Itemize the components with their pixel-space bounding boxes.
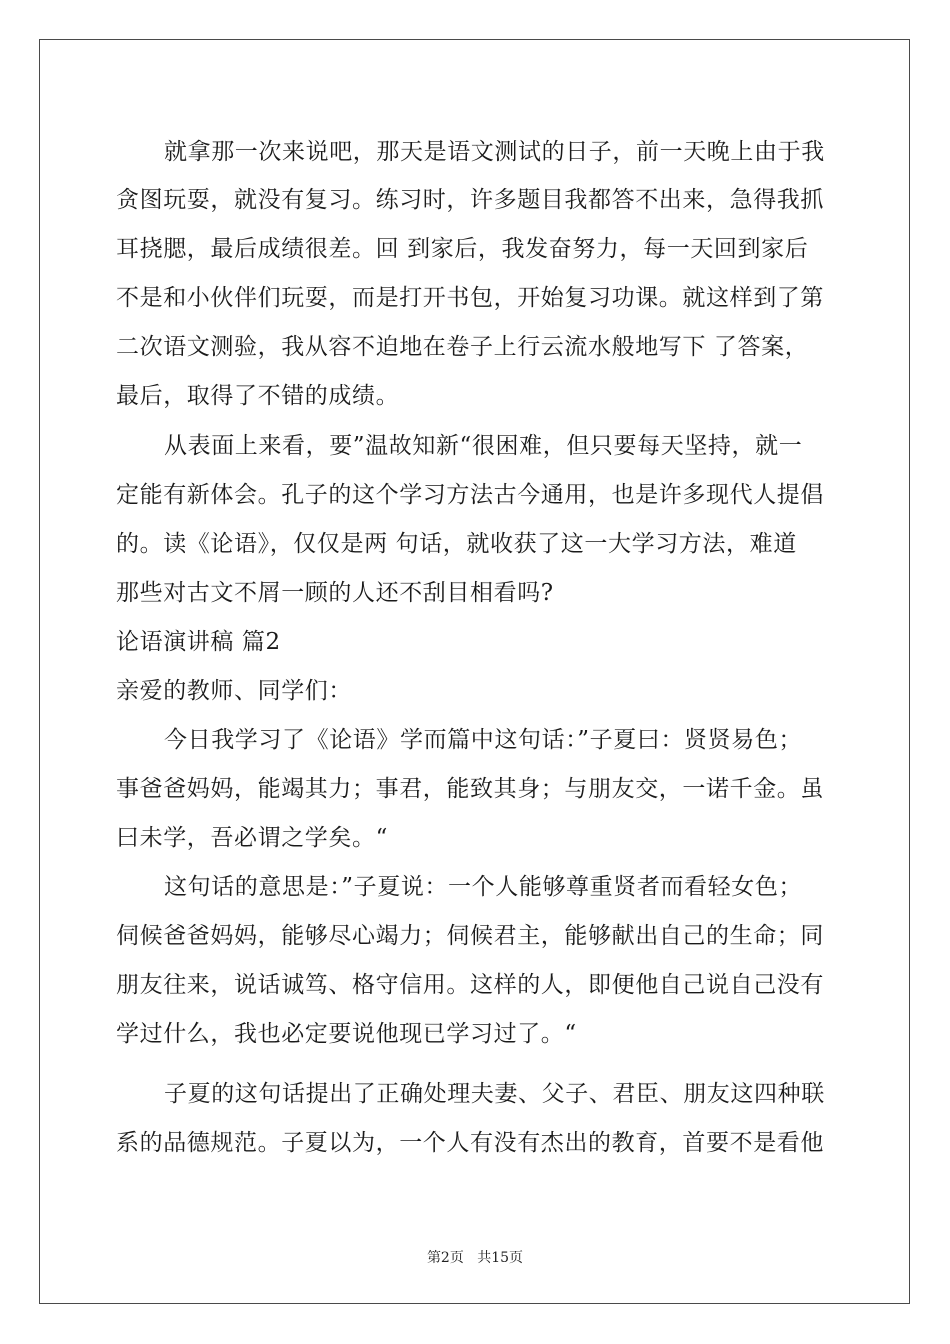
paragraph-2-line-1: 从表面上来看，要”温故知新“很困难，但只要每天坚持，就一 — [164, 433, 803, 459]
paragraph-2-line-3: 的。读《论语》，仅仅是两 句话，就收获了这一大学习方法，难道 — [116, 531, 797, 557]
paragraph-3-line-1: 今日我学习了《论语》学而篇中这句话：”子夏曰：贤贤易色； — [164, 727, 803, 753]
paragraph-1-line-5: 二次语文测验，我从容不迫地在卷子上行云流水般地写下 了答案， — [116, 334, 809, 360]
paragraph-1-line-2: 贪图玩耍，就没有复习。练习时，许多题目我都答不出来，急得我抓 — [116, 187, 824, 213]
paragraph-4-line-3: 朋友往来，说话诚笃、格守信用。这样的人，即便他自己说自己没有 — [116, 972, 824, 998]
section-heading: 论语演讲稿 篇2 — [116, 629, 281, 655]
paragraph-1-line-6: 最后，取得了不错的成绩。 — [116, 383, 400, 409]
page-total: 共15页 — [477, 1250, 524, 1266]
page-footer — [0, 1248, 950, 1268]
paragraph-1-line-3: 耳挠腮，最后成绩很差。回 到家后，我发奋努力，每一天回到家后 — [116, 236, 809, 262]
paragraph-4-line-2: 伺候爸爸妈妈，能够尽心竭力；伺候君主，能够献出自己的生命；同 — [116, 923, 824, 949]
page-border — [39, 39, 910, 1304]
paragraph-1-line-1: 就拿那一次来说吧，那天是语文测试的日子，前一天晚上由于我 — [164, 139, 825, 165]
paragraph-4-line-4: 学过什么，我也必定要说他现已学习过了。“ — [116, 1021, 577, 1047]
paragraph-5-line-2: 系的品德规范。子夏以为，一个人有没有杰出的教育，首要不是看他 — [116, 1130, 824, 1156]
greeting: 亲爱的教师、同学们： — [116, 678, 352, 704]
page-number: 第2页 — [426, 1250, 464, 1266]
paragraph-1-line-4: 不是和小伙伴们玩耍，而是打开书包，开始复习功课。就这样到了第 — [116, 285, 824, 311]
paragraph-5-line-1: 子夏的这句话提出了正确处理夫妻、父子、君臣、朋友这四种联 — [164, 1081, 825, 1107]
paragraph-3-line-3: 曰未学，吾必谓之学矣。“ — [116, 825, 388, 851]
paragraph-2-line-2: 定能有新体会。孔子的这个学习方法古今通用，也是许多现代人提倡 — [116, 482, 824, 508]
paragraph-4-line-1: 这句话的意思是：”子夏说：一个人能够尊重贤者而看轻女色； — [164, 874, 803, 900]
paragraph-3-line-2: 事爸爸妈妈，能竭其力；事君，能致其身；与朋友交，一诺千金。虽 — [116, 776, 824, 802]
paragraph-2-line-4: 那些对古文不屑一顾的人还不刮目相看吗? — [116, 580, 554, 606]
